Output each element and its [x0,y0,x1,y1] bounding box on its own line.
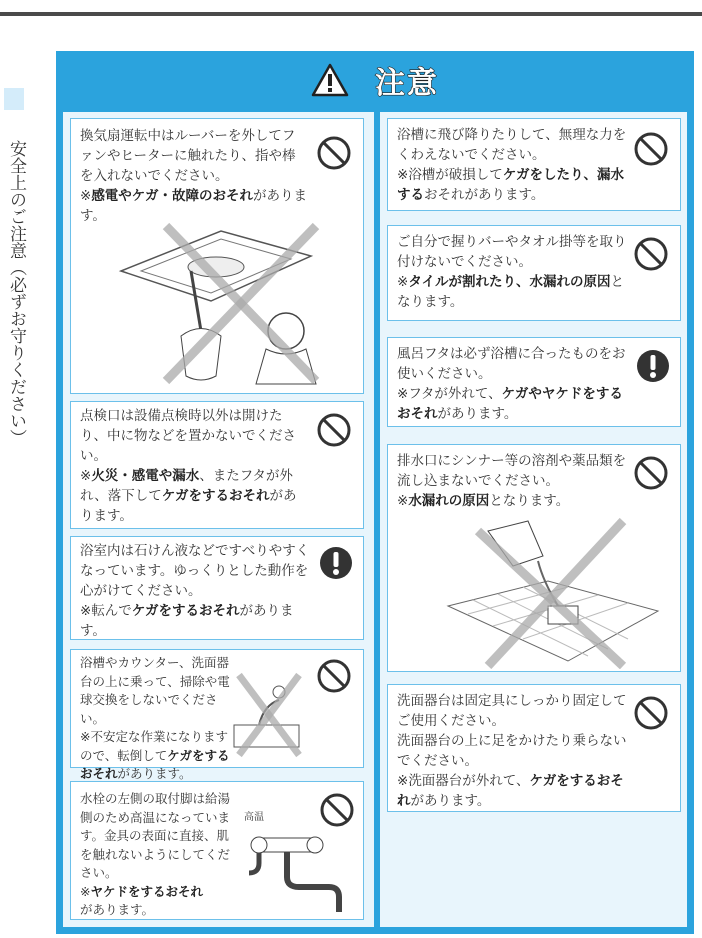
card-grab-bar [387,225,681,321]
card-lid-text: 風呂フタは必ず浴槽に合ったものをお使いください。 ※フタが外れて、ケガやヤケドをするおそれがあります。 [397,346,626,422]
warning-emphasis: ケガをするおそれ [161,488,270,504]
card-grab-bar-text: ご自分で握りバーやタオル掛等を取り付けないでください。 ※タイルが割れたり、水漏れの原因となります。 [397,234,627,310]
warning-emphasis: タイルが割れたり、水漏れの原因 [408,274,611,290]
card-counter-text: 浴槽やカウンター、洗面器台の上に乗って、掃除や電球交換をしないでください。 ※不安定な作業になりますので、転倒してケガをするおそれがあります。 [80,655,230,781]
side-title: 安全上のご注意（必ずお守りください） [6,140,26,446]
caution-banner [56,51,694,109]
card-faucet-text: 水栓の左側の取付脚は給湯側のため高温になっています。金具の表面に直接、肌を触れないようにしてください。 ※ヤケドをするおそれ があります。 [80,791,231,917]
warning-triangle-icon [311,63,349,97]
warning-emphasis: ケガをするおそれ [80,747,230,781]
card-inspection [70,401,364,529]
prohibition-icon [316,412,352,448]
hot-label: 高温 [244,812,264,823]
card-slippery-text: 浴室内は石けん液などですべりやすくなっています。ゆっくりとした動作を心がけてください。 ※転んでケガをするおそれがあります。 [80,543,310,639]
card-lid [387,337,681,427]
drain-illustration [428,511,678,669]
warning-emphasis: ケガをしたり、漏水する [397,167,625,203]
prohibition-icon [633,131,669,167]
card-drain-text: 排水口にシンナー等の溶剤や薬品類を流し込まないでください。 ※水漏れの原因となります。 [397,453,627,509]
card-slippery [70,536,364,640]
card-faucet [70,781,364,920]
instruction-icon [318,545,354,581]
card-jump [387,118,681,211]
card-counter [70,649,364,781]
warning-emphasis: 火災・感電や漏水 [91,468,200,484]
side-tab-marker [4,88,24,110]
warning-emphasis: ケガをするおそれ [397,773,624,809]
prohibition-icon [633,695,669,731]
instruction-icon [635,348,671,384]
prohibition-icon [316,135,352,171]
warning-emphasis: ヤケドをするおそれ [90,883,203,899]
louver-illustration [111,211,351,386]
banner-title: 注意 [375,66,439,101]
counter-illustration [229,670,309,762]
prohibition-icon [633,455,669,491]
warning-emphasis: 水漏れの原因 [408,493,490,509]
faucet-illustration [239,828,357,918]
warning-emphasis: ケガをするおそれ [131,603,240,619]
card-jump-text: 浴槽に飛び降りたりして、無理な力をくわえないでください。 ※浴槽が破損してケガをしたり、漏水するおそれがあります。 [397,127,627,203]
card-louver [70,118,364,394]
prohibition-icon [316,658,352,694]
prohibition-icon [319,792,355,828]
warning-emphasis: 感電やケガ・故障のおそれ [91,188,254,204]
prohibition-icon [633,236,669,272]
top-rule [0,12,702,16]
card-inspection-text: 点検口は設備点検時以外は開けたり、中に物などを置かないでください。 ※火災・感電や漏水、またフタが外れ、落下してケガをするおそれがあります。 [80,408,297,524]
card-louver-text: 換気扇運転中はルーバーを外してファンやヒーターに触れたり、指や棒を入れないでください。 ※感電やケガ・故障のおそれがあります。 [80,128,308,224]
card-drain [387,444,681,672]
card-basin [387,684,681,812]
card-basin-text: 洗面器台は固定具にしっかり固定してご使用ください。 洗面器台の上に足をかけたり乗らないでください。 ※洗面器台が外れて、ケガをするおそれがあります。 [397,693,627,809]
warning-emphasis: ケガやヤケドをするおそれ [397,386,623,422]
